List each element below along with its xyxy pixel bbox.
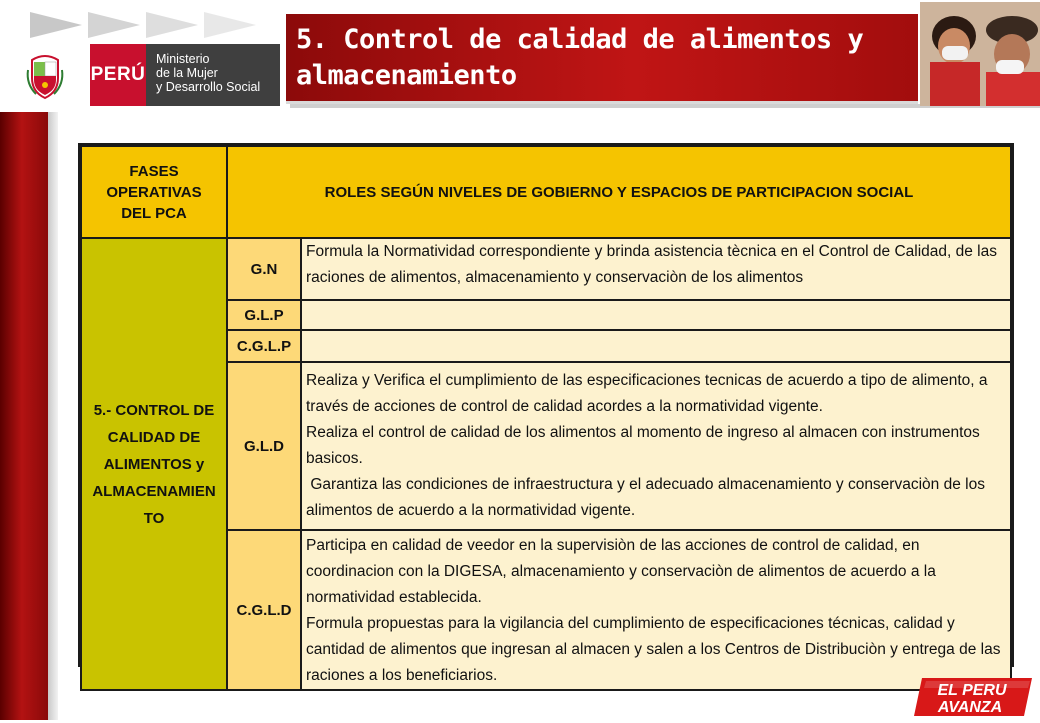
avanza-line-1: EL PERU [937,682,1007,699]
slide-title-bar [286,14,918,104]
slide-title [296,22,918,94]
phase-cell: 5.- CONTROL DE CALIDAD DE ALIMENTOS y ALMACENAMIEN TO [81,238,227,690]
header-phases: FASES OPERATIVAS DEL PCA [81,146,227,238]
role-cell [301,530,1011,690]
role-cell-empty [301,330,1011,362]
table-row [81,238,1011,300]
ministry-line: y Desarrollo Social [156,80,261,94]
ministry-line: de la Mujer [156,66,218,80]
level-cell: G.L.D [227,362,301,530]
left-red-bar-decoration [0,112,48,720]
level-cell: G.L.P [227,300,301,330]
title-line-2: almacenamiento [296,60,517,91]
role-text: Formula la Normatividad correspondiente y brinda asistencia tècnica en el Control de Calidad, de las raciones de alimentos, almacenamiento y conservaciòn de los alimentos [306,243,997,286]
role-text: Participa en calidad de veedor en la supervisiòn de las acciones de control de calidad, en coordinacion con la DIGESA, almacenamiento y conservaciòn de alimentos de acuerdo a la normatividad establecida. [306,537,936,606]
role-cell [301,362,1011,530]
peru-wordmark: PERÚ [90,44,146,106]
coat-of-arms-icon [26,50,64,100]
role-cell-empty [301,300,1011,330]
level-cell: C.G.L.P [227,330,301,362]
ministry-logo [22,44,280,106]
header-chevrons-decoration [30,10,270,40]
el-peru-avanza-logo [912,676,1038,718]
role-cell [301,238,1011,300]
level-cell: G.N [227,238,301,300]
roles-table [78,143,1014,684]
children-photo [920,2,1040,106]
header-roles: ROLES SEGÚN NIVELES DE GOBIERNO Y ESPACIOS DE PARTICIPACION SOCIAL [227,146,1011,238]
role-text: Realiza y Verifica el cumplimiento de las especificaciones tecnicas de acuerdo a tipo de alimento, a través de acciones de control de calidad acordes a la normatividad vigente. [306,372,988,415]
ministry-name [146,44,280,106]
title-line-1: 5. Control de calidad de alimentos y [296,24,864,55]
avanza-line-2: AVANZA [937,699,1003,716]
ministry-line: Ministerio [156,52,210,66]
role-text: Realiza el control de calidad de los alimentos al momento de ingreso al almacen con instrumentos basicos. [306,424,980,467]
left-bar-shadow-decoration [48,112,58,720]
level-cell: C.G.L.D [227,530,301,690]
role-text: Formula propuestas para la vigilancia del cumplimiento de especificaciones técnicas, calidad y cantidad de alimentos que ingresan al almacen y salen a los Centros de Distribuciòn y entrega de las raciones a los beneficiarios. [306,615,1001,684]
role-text: Garantiza las condiciones de infraestructura y el adecuado almacenamiento y conservaciòn de los alimentos de acuerdo a la normatividad vigente. [306,476,990,519]
